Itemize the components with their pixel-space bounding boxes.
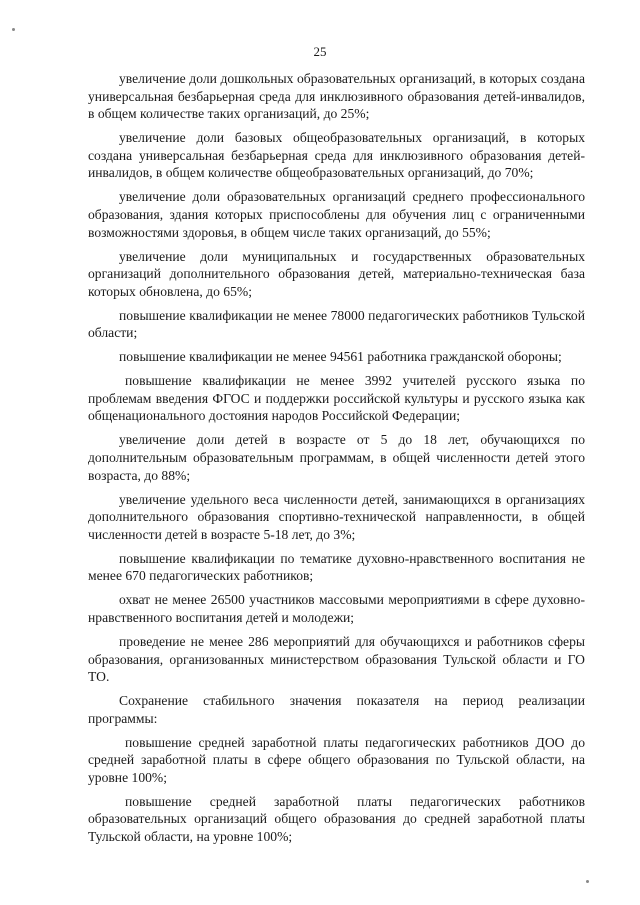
paragraph: повышение квалификации не менее 3992 учителей русского языка по проблемам введения ФГОС и поддержки российской культуры и русского языка как общенационального достояния народов Российской Федерации; [88, 373, 585, 424]
paragraph: увеличение доли детей в возрасте от 5 до 18 лет, обучающихся по дополнительным образовательным программам, в общей численности детей этого возраста, до 88%; [88, 432, 585, 483]
paragraph: увеличение удельного веса численности детей, занимающихся в организациях дополнительного образования спортивно-технической направленности, в общей численности детей в возрасте 5-18 лет, до 3%; [88, 491, 585, 542]
paragraph: увеличение доли базовых общеобразовательных организаций, в которых создана универсальная безбарьерная среда для инклюзивного образования детей-инвалидов, в общем количестве общеобразовательных организаций, до 70%; [88, 130, 585, 181]
paragraph: проведение не менее 286 мероприятий для обучающихся и работников сферы образования, организованных министерством образования Тульской области и ГО ТО. [88, 633, 585, 685]
paragraph: Сохранение стабильного значения показателя на период реализации программы: [88, 693, 585, 726]
paragraph: повышение средней заработной платы педагогических работников образовательных организаций общего образования до средней заработной платы Тульской области, на уровне 100%; [88, 793, 585, 845]
paragraph: охват не менее 26500 участников массовыми мероприятиями в сфере духовно-нравственного воспитания детей и молодежи; [88, 592, 585, 625]
scan-speck [12, 28, 15, 31]
paragraph: повышение средней заработной платы педагогических работников ДОО до средней заработной платы в сфере общего образования по Тульской области, на уровне 100%; [88, 734, 585, 785]
scan-speck [586, 880, 589, 883]
paragraph: повышение квалификации не менее 78000 педагогических работников Тульской области; [88, 307, 585, 341]
paragraph: повышение квалификации по тематике духовно-нравственного воспитания не менее 670 педагогических работников; [88, 550, 585, 584]
paragraph: повышение квалификации не менее 94561 работника гражданской обороны; [119, 349, 562, 365]
paragraph: увеличение доли муниципальных и государственных образовательных организаций дополнительного образования детей, материально-техническая база которых обновлена, до 65%; [88, 248, 585, 299]
paragraph: увеличение доли образовательных организаций среднего профессионального образования, здания которых приспособлены для обучения лиц с ограниченными возможностями здоровья, в общем числе таких организаций, до 55%; [88, 189, 585, 240]
page-number: 25 [313, 44, 327, 59]
paragraph: увеличение доли дошкольных образовательных организаций, в которых создана универсальная безбарьерная среда для инклюзивного образования детей-инвалидов, в общем количестве таких организаций, до 25%; [88, 71, 585, 122]
document-body [88, 70, 585, 852]
